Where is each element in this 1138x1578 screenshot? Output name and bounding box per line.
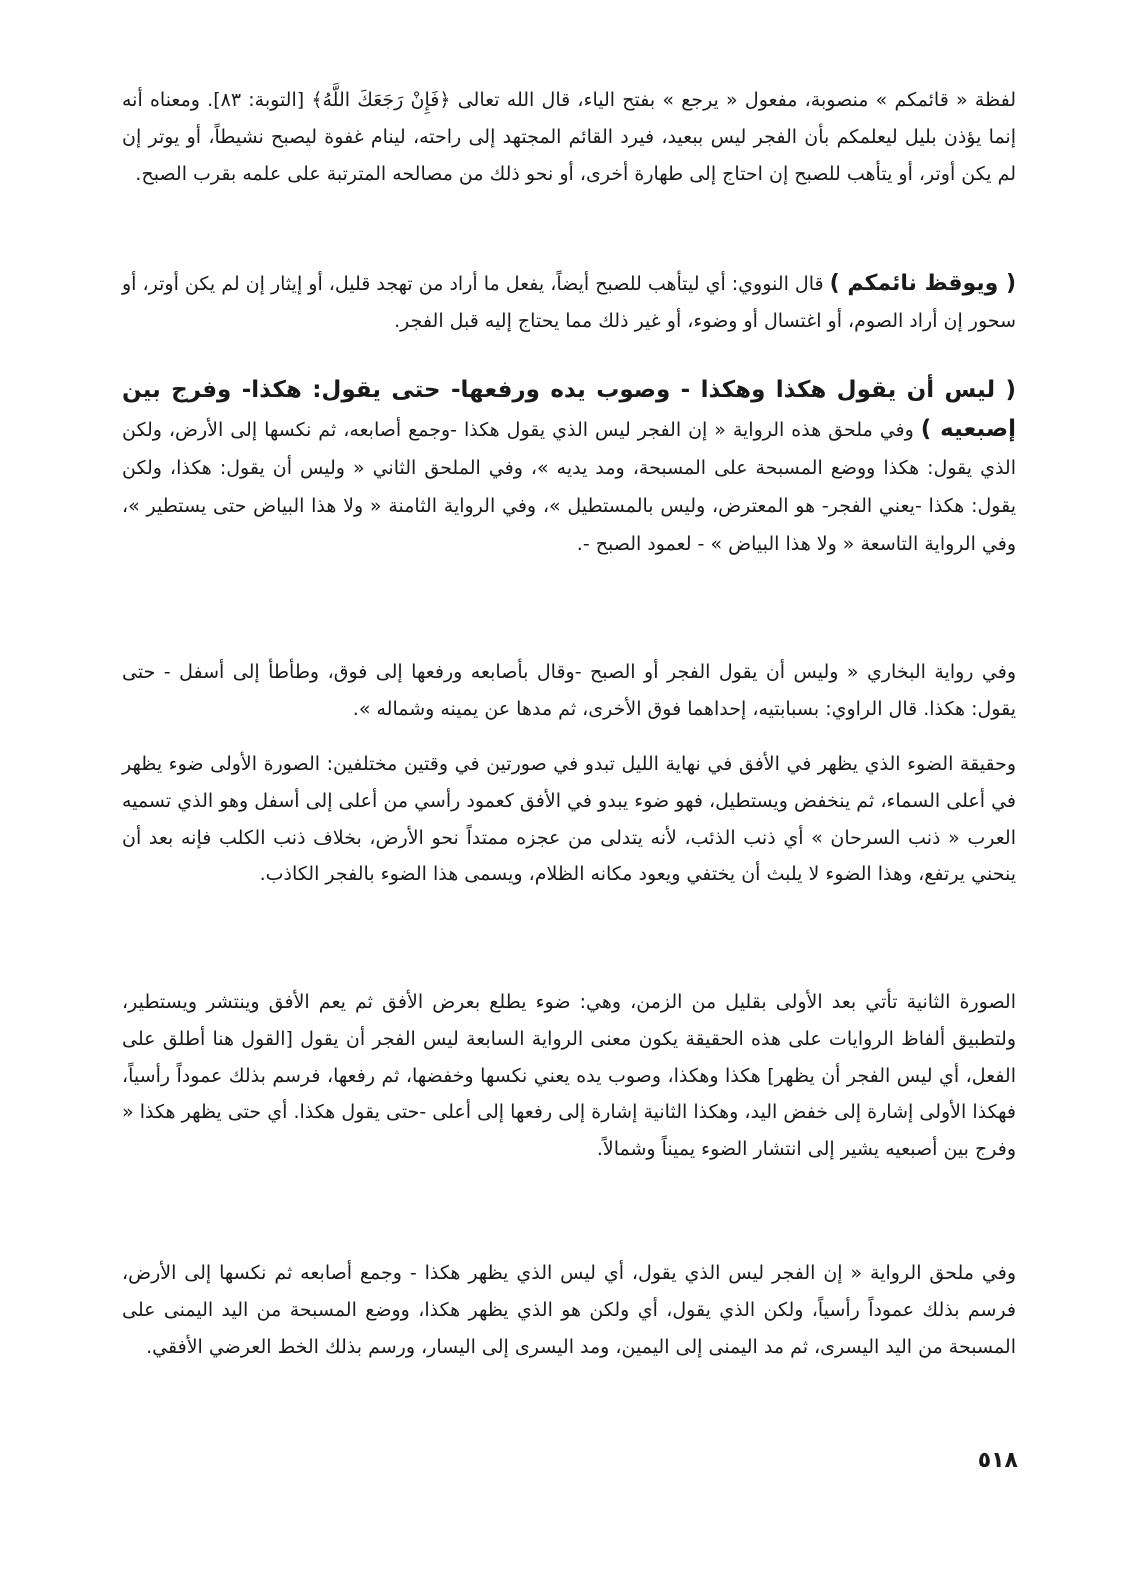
paragraph-3 [122,371,1016,563]
paragraph-4: وفي رواية البخاري « وليس أن يقول الفجر أو الصبح -وقال بأصابعه ورفعها إلى فوق، وطأطأ إلى أسفل - حتى يقول: هكذا. قال الراوي: بسبابتيه، إحداهما فوق الأخرى، ثم مدها عن يمينه وشماله ». [122,661,1016,720]
paragraph-2-body: قال النووي: أي ليتأهب للصبح أيضاً، يفعل ما أراد من تهجد قليل، أو إيثار إن لم يكن أوتر، أو سحور إن أراد الصوم، أو اغتسال أو وضوء، أو غير ذلك مما يحتاج إليه قبل الفجر. [122,273,1016,332]
paragraph-1: لفظة « قائمكم » منصوبة، مفعول « يرجع » بفتح الياء، قال الله تعالى ﴿فَإِنْ رَجَعَكَ اللَّهُ﴾ [التوبة: ٨٣]. ومعناه أنه إنما يؤذن بليل ليعلمكم بأن الفجر ليس ببعيد، فيرد القائم المجتهد إلى راحته، لينام غفوة ليصبح نشيطاً، أو يوتر إن لم يكن أوتر، أو يتأهب للصبح إن احتاج إلى طهارة أخرى، أو نحو ذلك من مصالحه المترتبة على علمه بقرب الصبح. [122,89,1017,185]
paragraph-5: وحقيقة الضوء الذي يظهر في الأفق في نهاية الليل تبدو في صورتين في وقتين مختلفين: الصورة الأولى ضوء يظهر في أعلى السماء، ثم ينخفض ويستطيل، فهو ضوء يبدو في الأفق كعمود رأسي من أعلى إلى أسفل وهو الذي تسميه العرب « ذنب السرحان » أي ذنب الذئب، لأنه يتدلى من عجزه ممتداً نحو الأرض، بخلاف ذنب الكلب فإنه بعد أن ينحني يرتفع، وهذا الضوء لا يلبث أن يختفي ويعود مكانه الظلام، ويسمى هذا الضوء بالفجر الكاذب. [122,753,1016,886]
paragraph-2 [122,266,1016,340]
page-number: ٥١٨ [977,1448,1018,1473]
paragraph-3-body: وفي ملحق هذه الرواية « إن الفجر ليس الذي يقول هكذا -وجمع أصابعه، ثم نكسها إلى الأرض، ولكن الذي يقول: هكذا ووضع المسبحة على المسبحة، ومد يديه »، وفي الملحق الثاني « وليس أن يقول: هكذا، ولكن يقول: هكذا -يعني الفجر- هو المعترض، وليس بالمستطيل »، وفي الرواية الثامنة « ولا هذا البياض حتى يستطير »، وفي الرواية التاسعة « ولا هذا البياض » - لعمود الصبح -. [122,419,1016,555]
paragraph-2-lead: ( ويوقظ نائمكم ) [829,271,1016,296]
paragraph-6: الصورة الثانية تأتي بعد الأولى بقليل من الزمن، وهي: ضوء يطلع بعرض الأفق ثم يعم الأفق وينتشر ويستطير، ولتطبيق ألفاظ الروايات على هذه الحقيقة يكون معنى الرواية السابعة ليس الفجر أن يقول [القول هنا أطلق على الفعل، أي ليس الفجر أن يظهر] هكذا وهكذا، وصوب يده يعني نكسها وخفضها، ثم رفعها، فرسم بذلك عموداً رأسياً، فهكذا الأولى إشارة إلى خفض اليد، وهكذا الثانية إشارة إلى رفعها إلى أعلى -حتى يقول هكذا. أي حتى يظهر هكذا « وفرج بين أصبعيه يشير إلى انتشار الضوء يميناً وشمالاً. [122,991,1016,1161]
paragraph-3-heading: ( ليس أن يقول هكذا وهكذا - وصوب يده ورفعها- حتى يقول: هكذا- وفرج بين إصبعيه ) [122,377,1016,442]
paragraph-7: وفي ملحق الرواية « إن الفجر ليس الذي يقول، أي ليس الذي يظهر هكذا - وجمع أصابعه ثم نكسها إلى الأرض، فرسم بذلك عموداً رأسياً، ولكن الذي يقول، أي ولكن هو الذي يظهر هكذا، ووضع المسبحة من اليد اليمنى على المسبحة من اليد اليسرى، ثم مد اليمنى إلى اليمين، ومد اليسرى إلى اليسار، ورسم بذلك الخط العرضي الأفقي. [122,1262,1016,1358]
